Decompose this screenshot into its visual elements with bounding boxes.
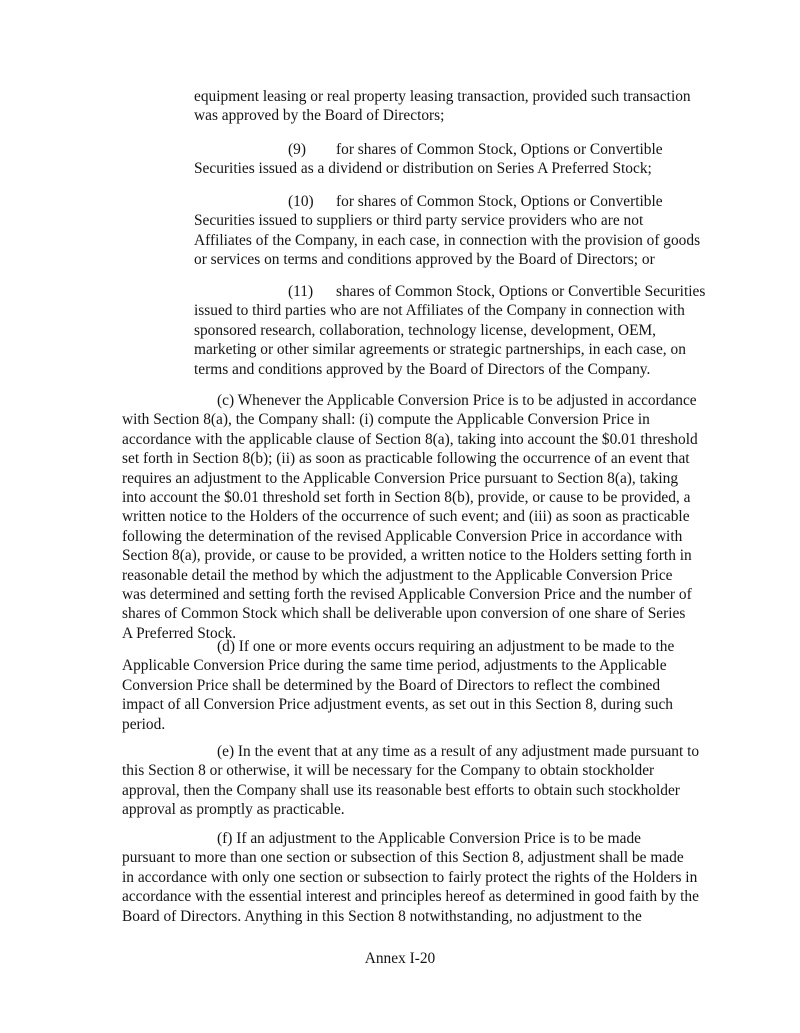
item-9-first-text: for shares of Common Stock, Options or Convertible bbox=[336, 141, 663, 158]
text-line: issued to third parties who are not Affiliates of the Company in connection with bbox=[194, 302, 685, 320]
item-10-first-line bbox=[194, 192, 700, 211]
text-line: Applicable Conversion Price during the same time period, adjustments to the Applicable bbox=[122, 657, 667, 675]
text-line: A Preferred Stock. bbox=[122, 624, 237, 642]
text-line: Affiliates of the Company, in each case, in connection with the provision of goods bbox=[194, 231, 701, 249]
paragraph-f bbox=[122, 829, 699, 926]
paragraph-c bbox=[122, 391, 698, 643]
text-line: Securities issued as a dividend or distribution on Series A Preferred Stock; bbox=[194, 160, 652, 178]
item-10-number: (10) bbox=[288, 193, 314, 210]
item-10-paragraph bbox=[194, 192, 700, 270]
item-10-first-text: for shares of Common Stock, Options or Convertible bbox=[336, 193, 663, 210]
text-line: impact of all Conversion Price adjustment events, as set out in this Section 8, during such bbox=[122, 696, 673, 714]
text-line: accordance with the essential interest and principles hereof as determined in good faith by the bbox=[122, 888, 699, 906]
item-11-first-text: shares of Common Stock, Options or Convertible Securities bbox=[336, 283, 706, 300]
text-line: pursuant to more than one section or subsection of this Section 8, adjustment shall be made bbox=[122, 849, 684, 867]
text-line: Section 8(a), provide, or cause to be provided, a written notice to the Holders setting forth in bbox=[122, 547, 692, 565]
text-line: into account the $0.01 threshold set forth in Section 8(b), provide, or cause to be provided, a bbox=[122, 489, 691, 507]
text-line: marketing or other similar agreements or strategic partnerships, in each case, on bbox=[194, 341, 686, 359]
text-line: was determined and setting forth the revised Applicable Conversion Price and the number of bbox=[122, 586, 692, 604]
paragraph-f-first-line: (f) If an adjustment to the Applicable Conversion Price is to be made bbox=[217, 830, 641, 847]
continuation-paragraph bbox=[194, 87, 691, 126]
text-line: Conversion Price shall be determined by the Board of Directors to reflect the combined bbox=[122, 676, 661, 694]
text-line: period. bbox=[122, 715, 166, 733]
item-11-paragraph bbox=[194, 282, 705, 379]
item-9-paragraph bbox=[194, 140, 663, 179]
text-line: sponsored research, collaboration, technology license, development, OEM, bbox=[194, 321, 657, 339]
text-line: written notice to the Holders of the occurrence of such event; and (iii) as soon as practicable bbox=[122, 508, 690, 526]
text-line: in accordance with only one section or subsection to fairly protect the rights of the Holders in bbox=[122, 868, 698, 886]
text-line: Securities issued to suppliers or third party service providers who are not bbox=[194, 212, 644, 230]
paragraph-e-first-line: (e) In the event that at any time as a result of any adjustment made pursuant to bbox=[217, 743, 700, 760]
item-9-number: (9) bbox=[288, 141, 306, 158]
text-line: following the determination of the revised Applicable Conversion Price in accordance with bbox=[122, 527, 683, 545]
text-line: set forth in Section 8(b); (ii) as soon as practicable following the occurrence of an event that bbox=[122, 450, 690, 468]
text-line: shares of Common Stock which shall be deliverable upon conversion of one share of Series bbox=[122, 605, 686, 623]
item-9-first-line bbox=[194, 140, 663, 159]
text-line: with Section 8(a), the Company shall: (i) compute the Applicable Conversion Price in bbox=[122, 411, 650, 429]
paragraph-c-first-line: (c) Whenever the Applicable Conversion Price is to be adjusted in accordance bbox=[217, 392, 697, 409]
text-line: accordance with the applicable clause of Section 8(a), taking into account the $0.01 threshold bbox=[122, 430, 698, 448]
page-footer: Annex I-20 bbox=[364, 950, 436, 967]
paragraph-e bbox=[122, 742, 699, 820]
paragraph-d-first-line: (d) If one or more events occurs requiring an adjustment to be made to the bbox=[217, 638, 675, 655]
text-line: terms and conditions approved by the Board of Directors of the Company. bbox=[194, 360, 651, 378]
text-line: approval, then the Company shall use its reasonable best efforts to obtain such stockholder bbox=[122, 781, 680, 799]
text-line: was approved by the Board of Directors; bbox=[194, 107, 445, 125]
text-line: equipment leasing or real property leasing transaction, provided such transaction bbox=[194, 88, 691, 105]
item-11-first-line bbox=[194, 282, 705, 301]
paragraph-d bbox=[122, 637, 674, 734]
text-line: reasonable detail the method by which the adjustment to the Applicable Conversion Price bbox=[122, 566, 673, 584]
text-line: this Section 8 or otherwise, it will be necessary for the Company to obtain stockholder bbox=[122, 762, 655, 780]
text-line: Board of Directors. Anything in this Section 8 notwithstanding, no adjustment to the bbox=[122, 907, 642, 925]
text-line: approval as promptly as practicable. bbox=[122, 801, 345, 819]
text-line: or services on terms and conditions approved by the Board of Directors; or bbox=[194, 251, 655, 269]
item-11-number: (11) bbox=[288, 283, 314, 300]
text-line: requires an adjustment to the Applicable Conversion Price pursuant to Section 8(a), taking bbox=[122, 469, 679, 487]
